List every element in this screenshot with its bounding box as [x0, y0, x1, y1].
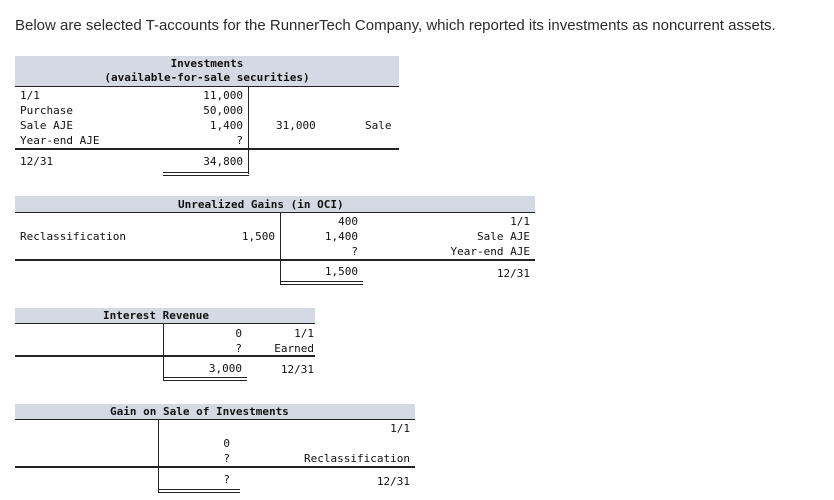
row-label: Purchase — [20, 104, 73, 117]
balance-double-underline — [280, 281, 363, 285]
credit-label: Reclassification — [304, 452, 410, 465]
row-label: 1/1 — [20, 89, 40, 102]
balance-double-underline — [163, 172, 249, 176]
balance-label: 12/31 — [280, 363, 314, 376]
credit-label: Sale AJE — [477, 230, 530, 243]
intro-text: Below are selected T-accounts for the RunnerTech Company, which reported its investments as noncurrent assets. — [15, 17, 776, 34]
credit-value: ? — [235, 342, 242, 355]
credit-label: Sale — [365, 119, 392, 132]
t-account-top-rule — [15, 86, 399, 87]
balance-label: 12/31 — [496, 267, 530, 280]
debit-value: 1,400 — [209, 119, 243, 132]
t-account-top-rule — [15, 212, 535, 213]
credit-label: 1/1 — [294, 327, 314, 340]
t-account-divider — [280, 212, 281, 284]
debit-value: ? — [236, 134, 243, 147]
interest-title: Interest Revenue — [103, 309, 209, 322]
balance-value: 34,800 — [203, 155, 243, 168]
t-account-divider — [163, 323, 164, 380]
investments-title: Investments — [170, 57, 244, 70]
t-account-top-rule — [15, 419, 415, 420]
t-account-total-rule — [15, 466, 415, 468]
credit-value: ? — [223, 452, 230, 465]
t-account-divider — [158, 419, 159, 492]
credit-value: 0 — [223, 437, 230, 450]
balance-label: 12/31 — [376, 475, 410, 488]
debit-value: 11,000 — [203, 89, 243, 102]
credit-label: 1/1 — [510, 215, 530, 228]
t-account-divider — [248, 86, 249, 174]
t-account-total-rule — [15, 259, 535, 261]
t-account-total-rule — [15, 355, 315, 357]
balance-double-underline — [163, 377, 247, 381]
t-account-total-rule — [15, 148, 399, 150]
gain-title: Gain on Sale of Investments — [110, 405, 289, 418]
debit-value: 1,500 — [241, 230, 275, 243]
credit-value: 0 — [235, 327, 242, 340]
debit-value: 50,000 — [203, 104, 243, 117]
row-label: Sale AJE — [20, 119, 73, 132]
balance-label: 12/31 — [20, 155, 54, 168]
credit-label: 1/1 — [390, 422, 410, 435]
row-label: Year-end AJE — [20, 134, 100, 147]
balance-value: 3,000 — [208, 362, 242, 375]
credit-label: Year-end AJE — [450, 245, 530, 258]
balance-double-underline — [158, 489, 240, 493]
credit-value: ? — [351, 245, 358, 258]
investments-subtitle: (available-for-sale securities) — [104, 71, 310, 84]
credit-value: 31,000 — [276, 119, 316, 132]
debit-label: Reclassification — [20, 230, 126, 243]
balance-value: 1,500 — [324, 265, 358, 278]
balance-value: ? — [223, 473, 230, 486]
credit-label: Earned — [274, 342, 314, 355]
unrealized-title: Unrealized Gains (in OCI) — [178, 198, 344, 211]
credit-value: 400 — [338, 215, 358, 228]
t-account-top-rule — [15, 323, 315, 324]
credit-value: 1,400 — [324, 230, 358, 243]
